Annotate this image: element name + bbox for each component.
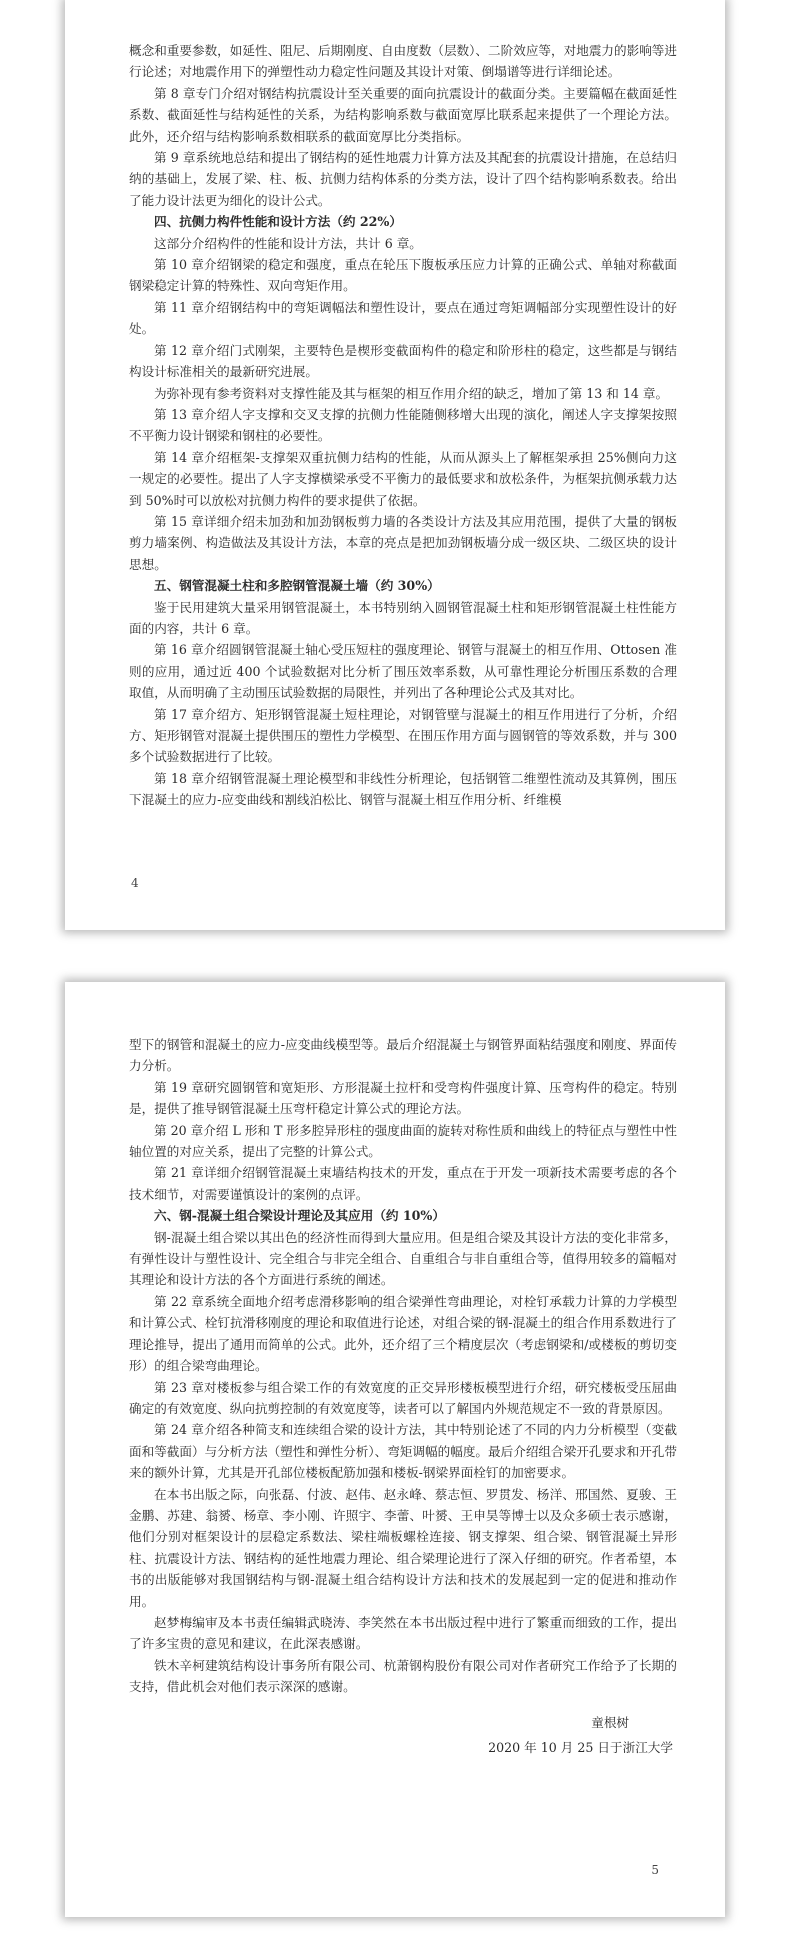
paragraph-chapter-9: 第 9 章系统地总结和提出了钢结构的延性地震力计算方法及其配套的抗震设计措施，在总结归纳的基础上，发展了梁、柱、板、抗侧力结构体系的分类方法，设计了四个结构影响系数表。给出了能力设计法更为细化的设计公式。 bbox=[129, 150, 677, 208]
paragraph-continuation: 型下的钢管和混凝土的应力-应变曲线模型等。最后介绍混凝土与钢管界面粘结强度和刚度、界面传力分析。 bbox=[129, 1037, 677, 1074]
book-page-5 bbox=[65, 982, 725, 1917]
paragraph-section-5-intro: 鉴于民用建筑大量采用钢管混凝土，本书特别纳入圆钢管混凝土柱和矩形钢管混凝土柱性能方面的内容，共计 6 章。 bbox=[129, 599, 677, 636]
signature-date: 2020 年 10 月 25 日于浙江大学 bbox=[488, 1740, 673, 1755]
section-heading-5: 五、钢管混凝土柱和多腔钢管混凝土墙（约 30%） bbox=[154, 578, 440, 594]
paragraph-chapter-16: 第 16 章介绍圆钢管混凝土轴心受压短柱的强度理论、钢管与混凝土的相互作用、Ottosen 准则的应用，通过近 400 个试验数据对比分析了围压效率系数，从可靠性理论分析围压系数的合理取值，从而明确了主动围压试验数据的局限性，并列出了各种理论公式及其对比。 bbox=[129, 642, 677, 701]
paragraph-chapter-11: 第 11 章介绍钢结构中的弯矩调幅法和塑性设计，要点在通过弯矩调幅部分实现塑性设计的好处。 bbox=[129, 299, 677, 337]
paragraph-chapter-12: 第 12 章介绍门式刚架，主要特色是楔形变截面构件的稳定和阶形柱的稳定，这些都是与钢结构设计标准相关的最新研究进展。 bbox=[129, 342, 677, 380]
paragraph-chapter-23: 第 23 章对楼板参与组合梁工作的有效宽度的正交异形楼板模型进行介绍，研究楼板受压屈曲确定的有效宽度、纵向抗剪控制的有效宽度等，读者可以了解国内外规范规定不一致的背景原因。 bbox=[129, 1379, 677, 1416]
paragraph-chapter-18: 第 18 章介绍钢管混凝土理论模型和非线性分析理论，包括钢管二维塑性流动及其算例，围压下混凝土的应力-应变曲线和割线泊松比、钢管与混凝土相互作用分析、纤维模 bbox=[129, 770, 677, 808]
paragraph-chapter-8: 第 8 章专门介绍对钢结构抗震设计至关重要的面向抗震设计的截面分类。主要篇幅在截面延性系数、截面延性与结构延性的关系，为结构影响系数与截面宽厚比联系起来提供了一个理论方法。此外，还介绍与结构影响系数相联系的截面宽厚比分类指标。 bbox=[129, 85, 677, 144]
paragraph-chapter-20: 第 20 章介绍 L 形和 T 形多腔异形柱的强度曲面的旋转对称性质和曲线上的特征点与塑性中性轴位置的对应关系，提出了完整的计算公式。 bbox=[129, 1122, 677, 1160]
page-number: 5 bbox=[651, 1863, 659, 1877]
section-heading-4: 四、抗侧力构件性能和设计方法（约 22%） bbox=[154, 214, 402, 230]
page-number: 4 bbox=[131, 876, 139, 890]
paragraph-chapter-24: 第 24 章介绍各种简支和连续组合梁的设计方法，其中特别论述了不同的内力分析模型（变截面和等截面）与分析方法（塑性和弹性分析）、弯矩调幅的幅度。最后介绍组合梁开孔要求和开孔带来的额外计算，尤其是开孔部位楼板配筋加强和楼板-钢梁界面栓钉的加密要求。 bbox=[129, 1422, 677, 1481]
paragraph-section-6-intro: 钢-混凝土组合梁以其出色的经济性而得到大量应用。但是组合梁及其设计方法的变化非常多，有弹性设计与塑性设计、完全组合与非完全组合、自重组合与非自重组合等，值得用较多的篇幅对其理论和设计方法的各个方面进行系统的阐述。 bbox=[129, 1229, 677, 1288]
paragraph-acknowledgement-companies: 铁木辛柯建筑结构设计事务所有限公司、杭萧钢构股份有限公司对作者研究工作给予了长期的支持，借此机会对他们表示深深的感谢。 bbox=[129, 1657, 677, 1695]
paragraph-chapter-22: 第 22 章系统全面地介绍考虑滑移影响的组合梁弹性弯曲理论，对栓钉承载力计算的力学模型和计算公式、栓钉抗滑移刚度的理论和取值进行论述，对组合梁的钢-混凝土的组合作用系数进行了理论推导，提出了通用而简单的公式。此外，还介绍了三个精度层次（考虑钢梁和/或楼板的剪切变形）的组合梁弯曲理论。 bbox=[129, 1293, 677, 1374]
author-signature: 童根树 bbox=[591, 1714, 629, 1730]
paragraph-acknowledgement-researchers: 在本书出版之际，向张磊、付波、赵伟、赵永峰、蔡志恒、罗贯发、杨洋、邢国然、夏骏、王金鹏、苏建、翁赟、杨章、李小刚、许照宇、李蕾、叶赟、王申昊等博士以及众多硕士表示感谢，他们分别对框架设计的层稳定系数法、梁柱端板螺栓连接、钢支撑架、组合梁、钢管混凝土异形柱、抗震设计方法、钢结构的延性地震力理论、组合梁理论进行了深入仔细的研究。作者希望，本书的出版能够对我国钢结构与钢-混凝土组合结构设计方法和技术的发展起到一定的促进和推动作用。 bbox=[129, 1486, 677, 1609]
paragraph-chapter-13: 第 13 章介绍人字支撑和交叉支撑的抗侧力性能随侧移增大出现的演化，阐述人字支撑架按照不平衡力设计钢梁和钢柱的必要性。 bbox=[129, 406, 677, 444]
paragraph-chapter-21: 第 21 章详细介绍钢管混凝土束墙结构技术的开发，重点在于开发一项新技术需要考虑的各个技术细节，对需要谨慎设计的案例的点评。 bbox=[129, 1165, 677, 1202]
section-heading-6: 六、钢-混凝土组合梁设计理论及其应用（约 10%） bbox=[154, 1208, 445, 1224]
paragraph-continuation: 概念和重要参数，如延性、阻尼、后期刚度、自由度数（层数）、二阶效应等，对地震力的影响等进行论述；对地震作用下的弹塑性动力稳定性问题及其设计对策、倒塌谱等进行详细论述。 bbox=[129, 43, 677, 80]
paragraph-section-4-intro: 这部分介绍构件的性能和设计方法，共计 6 章。 bbox=[154, 235, 422, 251]
paragraph-chapter-10: 第 10 章介绍钢梁的稳定和强度，重点在轮压下腹板承压应力计算的正确公式、单轴对称截面钢梁稳定计算的特殊性、双向弯矩作用。 bbox=[129, 257, 677, 294]
paragraph-chapter-15: 第 15 章详细介绍未加劲和加劲钢板剪力墙的各类设计方法及其应用范围，提供了大量的钢板剪力墙案例、构造做法及其设计方法，本章的亮点是把加劲钢板墙分成一级区块、二级区块的设计思想。 bbox=[129, 513, 677, 572]
paragraph-chapter-14: 第 14 章介绍框架-支撑架双重抗侧力结构的性能，从而从源头上了解框架承担 25%侧向力这一规定的必要性。提出了人字支撑横梁承受不平衡力的最低要求和放松条件，为框架抗侧承载力达到 50%时可以放松对抗侧力构件的要求提供了依据。 bbox=[129, 449, 677, 508]
paragraph-acknowledgement-editors: 赵梦梅编审及本书责任编辑武晓涛、李笑然在本书出版过程中进行了繁重而细致的工作，提出了许多宝贵的意见和建议，在此深表感谢。 bbox=[129, 1614, 677, 1652]
paragraph-chapter-17: 第 17 章介绍方、矩形钢管混凝土短柱理论，对钢管壁与混凝土的相互作用进行了分析，介绍方、矩形钢管对混凝土提供围压的塑性力学模型、在围压作用方面与圆钢管的等效系数，并与 300 多个试验数据进行了比较。 bbox=[129, 706, 677, 765]
paragraph-chapter-19: 第 19 章研究圆钢管和宽矩形、方形混凝土拉杆和受弯构件强度计算、压弯构件的稳定。特别是，提供了推导钢管混凝土压弯杆稳定计算公式的理论方法。 bbox=[129, 1079, 677, 1117]
paragraph-chapters-13-14: 为弥补现有参考资料对支撑性能及其与框架的相互作用介绍的缺乏，增加了第 13 和 14 章。 bbox=[154, 385, 669, 401]
book-page-4 bbox=[65, 0, 725, 930]
